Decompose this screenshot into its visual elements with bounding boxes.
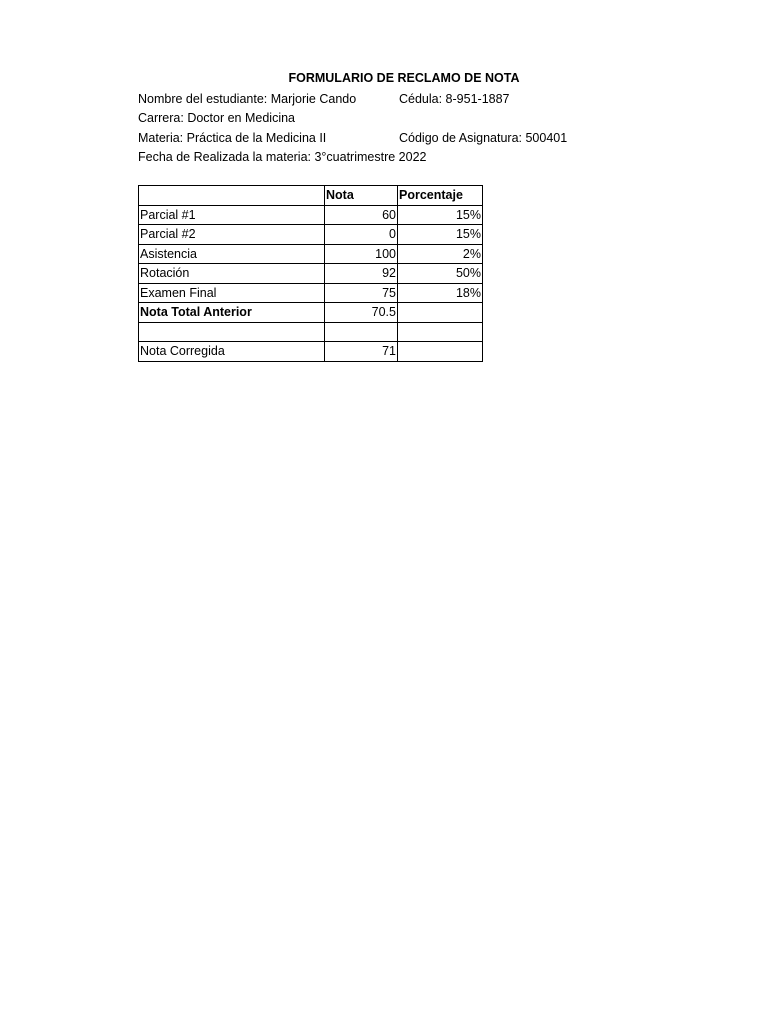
subject: Materia: Práctica de la Medicina II	[138, 131, 327, 145]
row-label: Asistencia	[139, 244, 325, 264]
row-label: Nota Total Anterior	[139, 303, 325, 323]
table-row	[139, 244, 483, 264]
row-nota: 75	[325, 283, 398, 303]
row-nota	[325, 322, 398, 342]
table-header-row	[139, 186, 483, 206]
table-row	[139, 205, 483, 225]
row-nota: 92	[325, 264, 398, 284]
table-row-total-anterior	[139, 303, 483, 323]
grades-table	[138, 185, 483, 362]
row-nota: 100	[325, 244, 398, 264]
row-nota: 0	[325, 225, 398, 245]
row-porcentaje: 50%	[398, 264, 483, 284]
row-porcentaje	[398, 342, 483, 362]
cedula: Cédula: 8-951-1887	[399, 92, 510, 106]
table-row-nota-corregida	[139, 342, 483, 362]
header-cell-empty	[139, 186, 325, 206]
row-label: Parcial #1	[139, 205, 325, 225]
row-nota: 70.5	[325, 303, 398, 323]
row-porcentaje: 2%	[398, 244, 483, 264]
row-label: Nota Corregida	[139, 342, 325, 362]
row-label: Rotación	[139, 264, 325, 284]
subject-code: Código de Asignatura: 500401	[399, 131, 568, 145]
row-label: Parcial #2	[139, 225, 325, 245]
row-porcentaje: 15%	[398, 205, 483, 225]
career: Carrera: Doctor en Medicina	[138, 111, 296, 125]
student-name: Nombre del estudiante: Marjorie Cando	[138, 92, 357, 106]
course-date: Fecha de Realizada la materia: 3°cuatrimestre 2022	[138, 150, 427, 164]
header-cell-porcentaje: Porcentaje	[398, 186, 483, 206]
header-cell-nota: Nota	[325, 186, 398, 206]
row-nota: 60	[325, 205, 398, 225]
row-porcentaje: 15%	[398, 225, 483, 245]
row-porcentaje	[398, 322, 483, 342]
form-title: FORMULARIO DE RECLAMO DE NOTA	[288, 71, 520, 85]
row-label: Examen Final	[139, 283, 325, 303]
table-row	[139, 225, 483, 245]
table-row-empty	[139, 322, 483, 342]
table-row	[139, 264, 483, 284]
row-label	[139, 322, 325, 342]
table-row	[139, 283, 483, 303]
row-porcentaje	[398, 303, 483, 323]
row-nota: 71	[325, 342, 398, 362]
row-porcentaje: 18%	[398, 283, 483, 303]
